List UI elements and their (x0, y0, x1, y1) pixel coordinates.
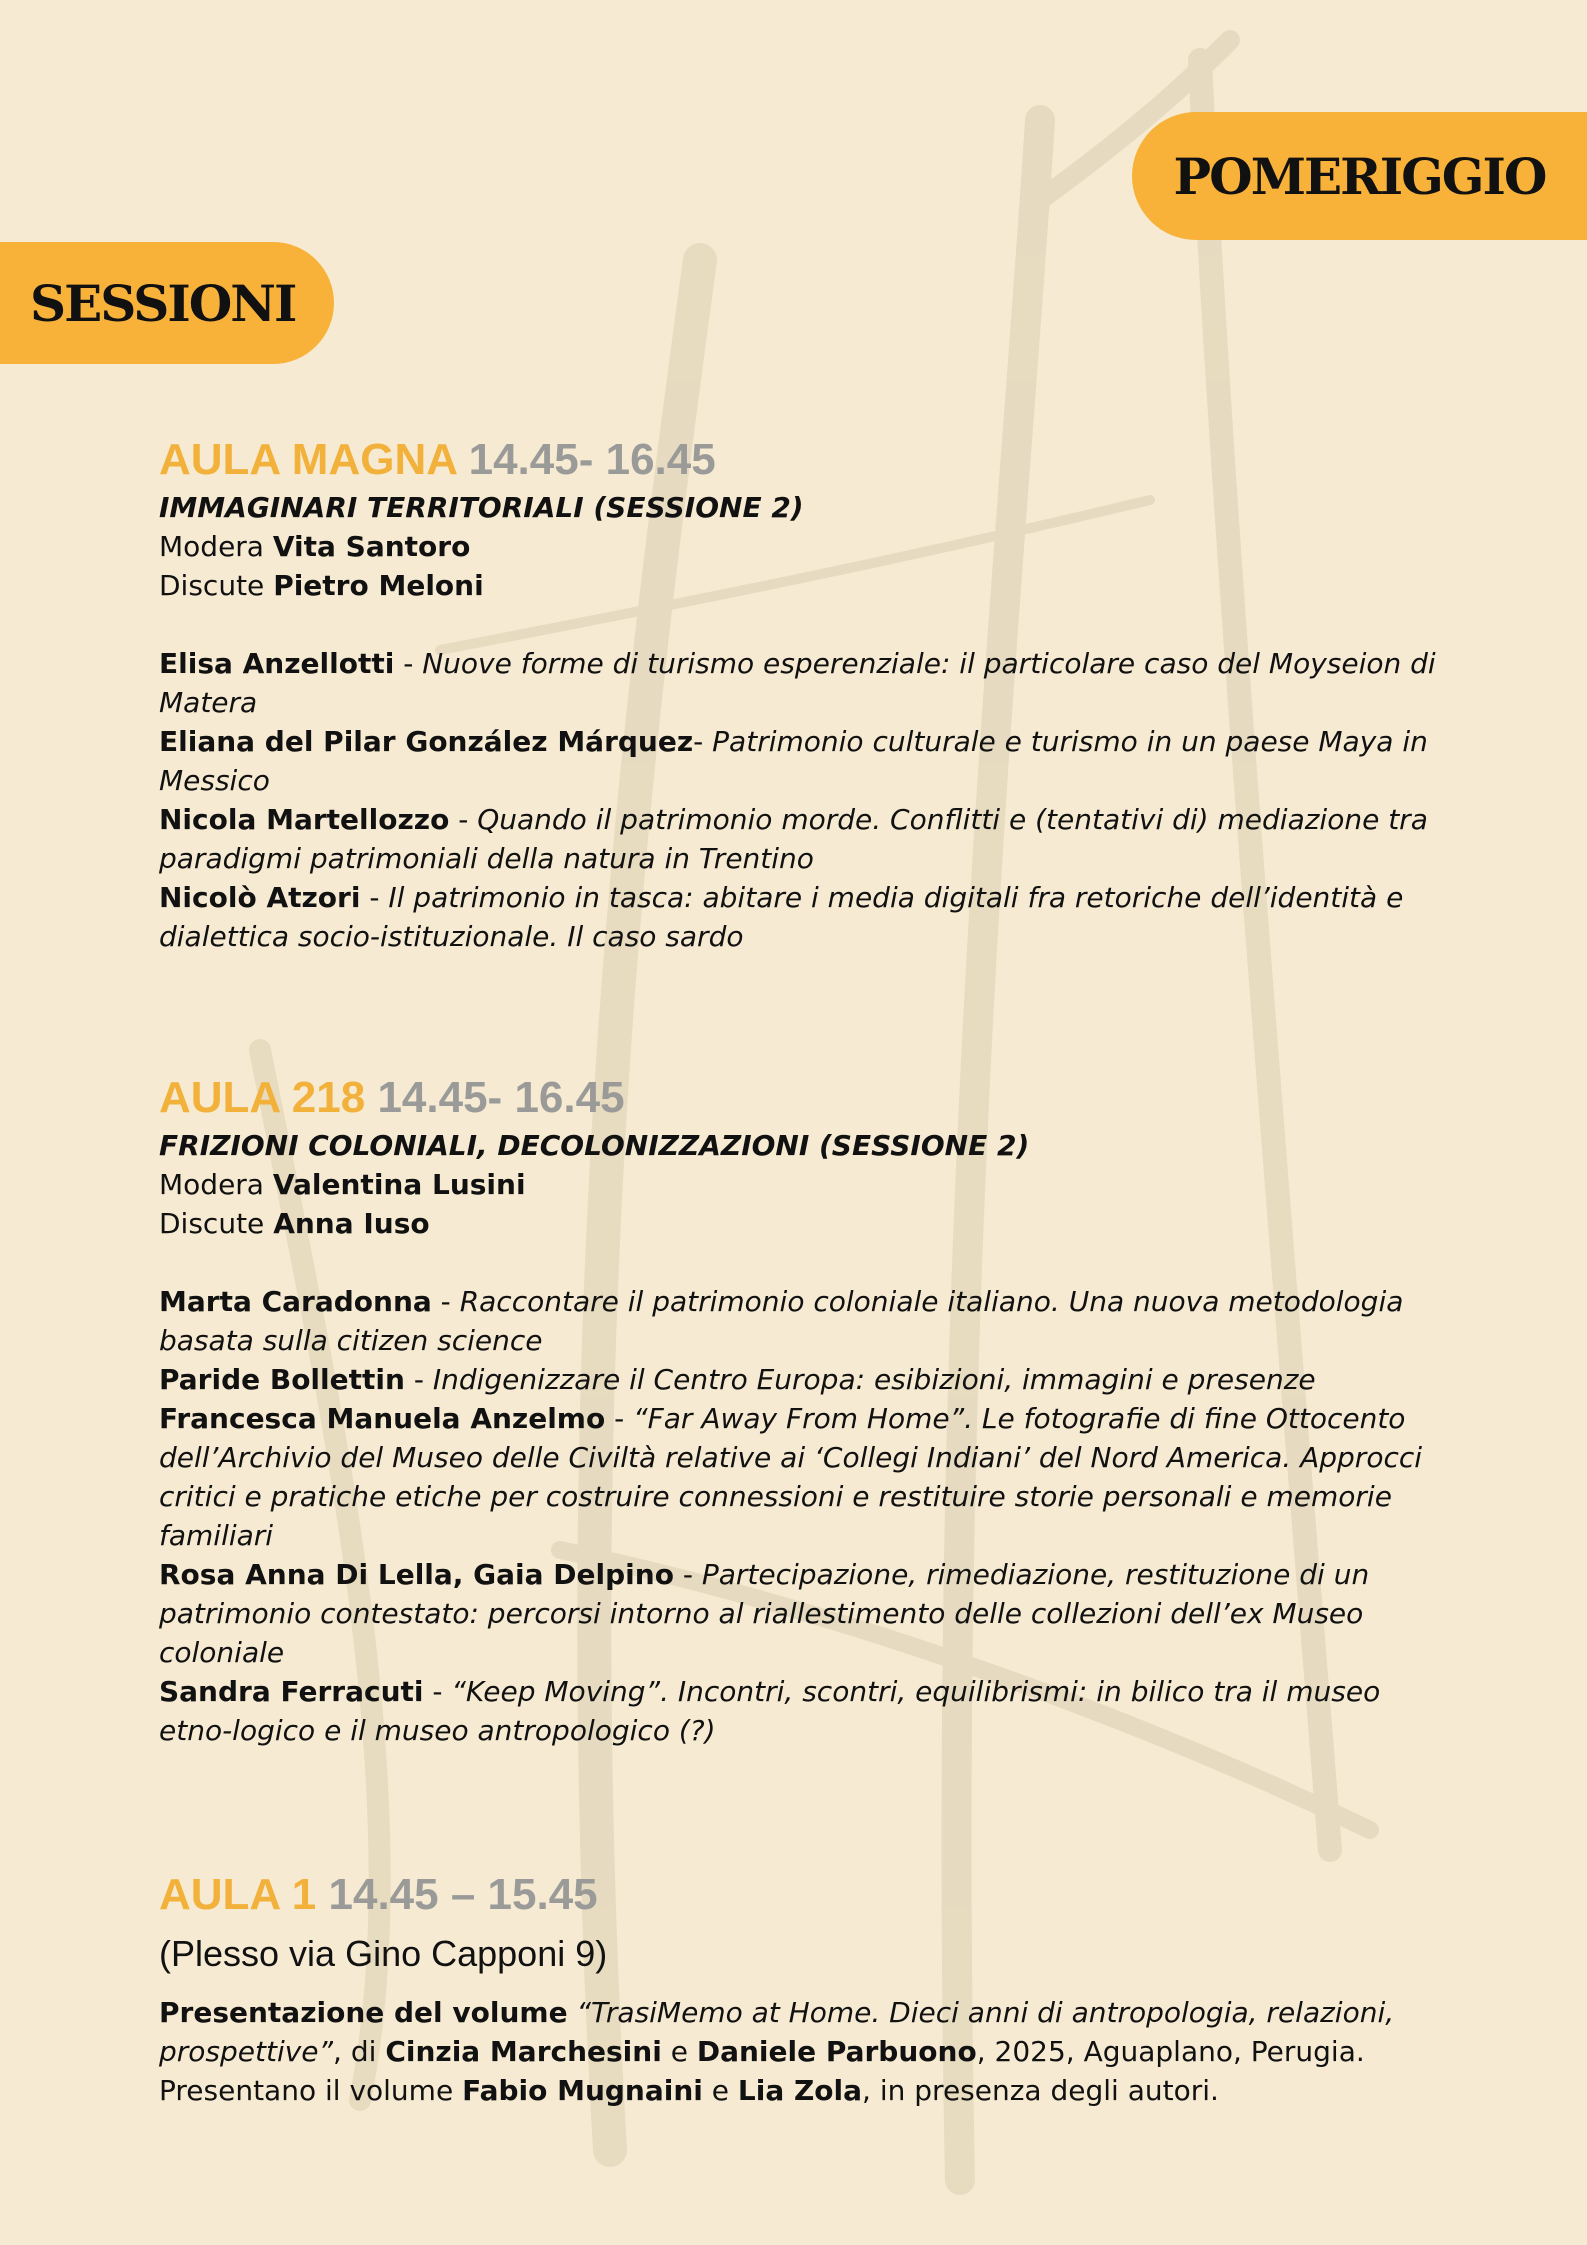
session-aula-1 (159, 1867, 1449, 2110)
moderator-line: Modera Valentina Lusini (159, 1168, 526, 1201)
talk-item: Elisa Anzellotti - Nuove forme di turismo esperenziale: il particolare caso del Moyseion di Matera (159, 647, 1436, 719)
moderator-name: Valentina Lusini (272, 1168, 526, 1201)
moderator-name: Vita Santoro (272, 530, 471, 563)
talk-list (159, 1282, 1449, 1750)
discussant-name: Anna Iuso (273, 1207, 430, 1240)
room-name: AULA 218 (159, 1073, 366, 1122)
discussant-line: Discute Pietro Meloni (159, 569, 484, 602)
session-time: 14.45- 16.45 (468, 435, 716, 484)
sessioni-label: SESSIONI (30, 273, 296, 333)
talk-item: Paride Bollettin - Indigenizzare il Centro Europa: esibizioni, immagini e presenze (159, 1363, 1316, 1396)
session-header (159, 1070, 1449, 1126)
session-title: IMMAGINARI TERRITORIALI (SESSIONE 2) (159, 491, 804, 524)
session-title: FRIZIONI COLONIALI, DECOLONIZZAZIONI (SESSIONE 2) (159, 1129, 1030, 1162)
pomeriggio-banner (1132, 112, 1587, 240)
pomeriggio-label: POMERIGGIO (1173, 146, 1546, 206)
talk-item: Francesca Manuela Anzelmo - “Far Away From Home”. Le fotografie di fine Ottocento dell’Archivio del Museo delle Civiltà relative ai ‘Collegi Indiani’ del Nord America. Approcci critici e pratiche etiche per costruire connessioni e restituire storie personali e memorie familiari (159, 1402, 1423, 1552)
talk-item: Rosa Anna Di Lella, Gaia Delpino - Partecipazione, rimediazione, restituzione di un patrimonio contestato: percorsi intorno al riallestimento delle collezioni dell’ex Museo coloniale (159, 1558, 1370, 1669)
moderator-line: Modera Vita Santoro (159, 530, 471, 563)
session-time: 14.45 – 15.45 (328, 1870, 598, 1919)
sessioni-banner (0, 242, 334, 364)
discussant-name: Pietro Meloni (273, 569, 484, 602)
talk-item: Nicolò Atzori - Il patrimonio in tasca: abitare i media digitali fra retoriche dell’identità e dialettica socio-istituzionale. Il caso sardo (159, 881, 1404, 953)
room-name: AULA 1 (159, 1870, 317, 1919)
talk-item: Sandra Ferracuti - “Keep Moving”. Incontri, scontri, equilibrismi: in bilico tra il museo etno-logico e il museo antropologico (?) (159, 1675, 1381, 1747)
session-header (159, 1867, 1449, 1923)
room-name: AULA MAGNA (159, 435, 457, 484)
talk-list (159, 644, 1449, 956)
talk-item: Marta Caradonna - Raccontare il patrimonio coloniale italiano. Una nuova metodologia basata sulla citizen science (159, 1285, 1404, 1357)
location-line: (Plesso via Gino Capponi 9) (159, 1933, 608, 1974)
session-aula-magna (159, 432, 1449, 956)
discussant-line: Discute Anna Iuso (159, 1207, 430, 1240)
session-aula-218 (159, 1070, 1449, 1750)
talk-item: Eliana del Pilar González Márquez- Patrimonio culturale e turismo in un paese Maya in Messico (159, 725, 1428, 797)
session-time: 14.45- 16.45 (377, 1073, 625, 1122)
talk-item: Nicola Martellozzo - Quando il patrimonio morde. Conflitti e (tentativi di) mediazione tra paradigmi patrimoniali della natura in Trentino (159, 803, 1428, 875)
session-header (159, 432, 1449, 488)
book-presentation: Presentazione del volume “TrasiMemo at Home. Dieci anni di antropologia, relazioni, prospettive”, di Cinzia Marchesini e Daniele Parbuono, 2025, Aguaplano, Perugia. Presentano il volume Fabio Mugnaini e Lia Zola, in presenza degli autori. (159, 1996, 1395, 2107)
